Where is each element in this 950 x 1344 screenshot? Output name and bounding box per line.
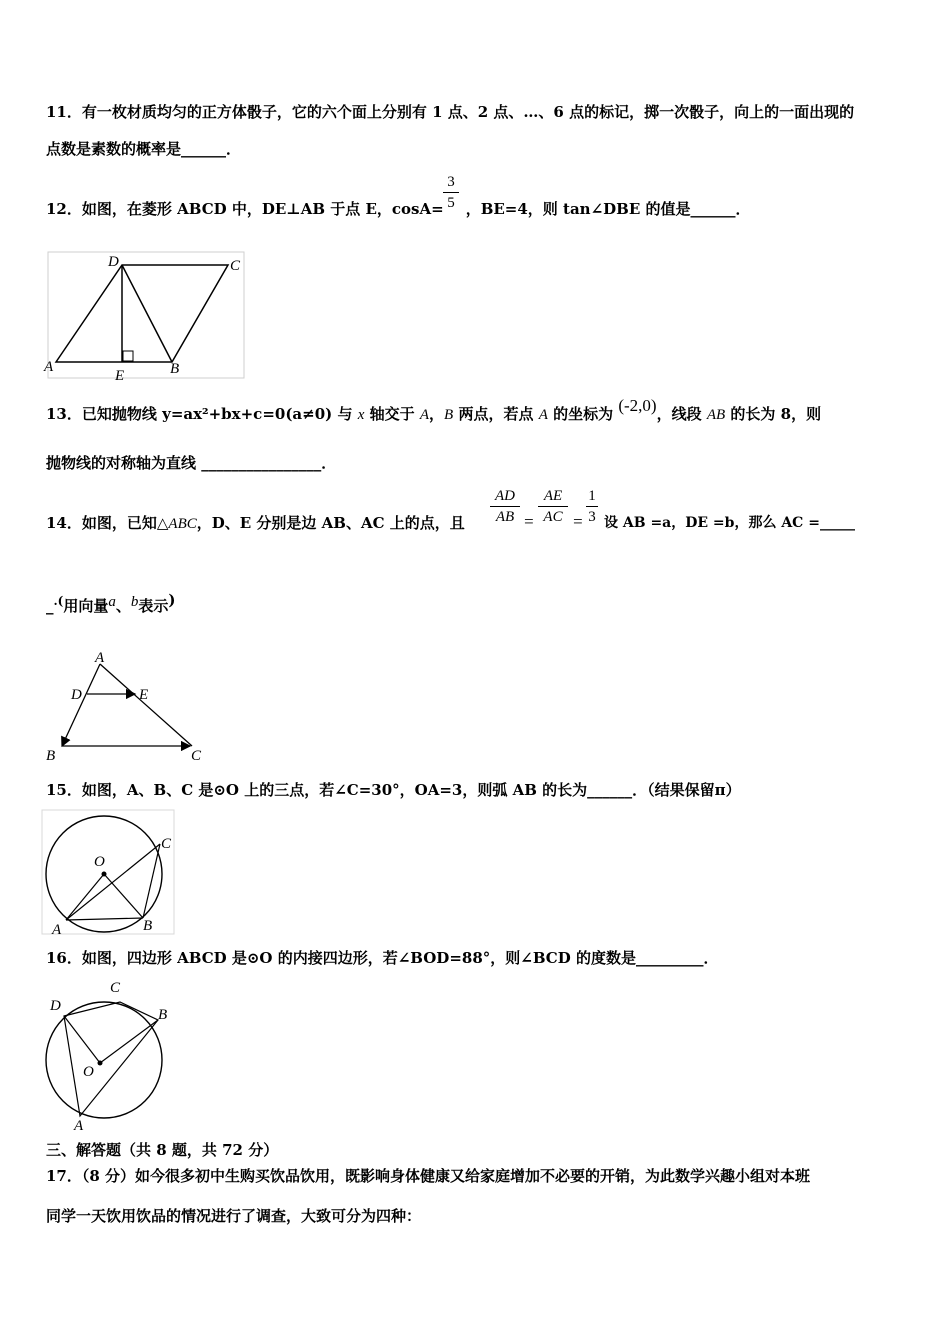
q14-f2-bar: [538, 506, 568, 507]
q12-figure-frame: [48, 252, 244, 378]
q13-mid2: 两点，若点: [458, 405, 534, 423]
q15-chord-ac: [66, 844, 160, 920]
q15-radius-oa: [66, 874, 104, 920]
q14-f2-den: AC: [543, 509, 563, 525]
q14-f3-den: 3: [588, 509, 596, 525]
q12-right-angle-mark: [123, 351, 133, 361]
q14-triangle-figure: [40, 648, 220, 766]
q13-line2-text: 抛物线的对称轴为直线: [46, 454, 197, 472]
q13-x: x: [357, 407, 365, 423]
q14-triangle: △ABC: [156, 516, 197, 532]
q16-quadrilateral-abcd: [64, 1002, 158, 1116]
q12-label-b: B: [170, 361, 180, 377]
q15-figure-frame: [42, 810, 174, 934]
q14-label-b: B: [46, 748, 56, 764]
q15-label-a: A: [52, 922, 62, 938]
q12-label-e: E: [115, 368, 125, 384]
q11-line2-suffix: ．: [226, 140, 242, 158]
q12-suffix: ，BE=4，则 tan∠DBE 的值是: [465, 200, 691, 218]
q13-coord: (-2,0): [618, 396, 657, 415]
q13-mid1: 轴交于: [369, 405, 415, 423]
q15-radius-ob: [104, 874, 143, 918]
q14-fraction-ad-ab: [490, 487, 520, 526]
q14-sep: 、: [115, 597, 131, 615]
q15-line: [46, 780, 741, 800]
q11-line2-prefix: 点数是素数的概率是: [46, 140, 182, 158]
q12-prefix: 12．如图，在菱形 ABCD 中，DE⊥AB 于点 E，cosA=: [46, 200, 444, 218]
q14-label-a: A: [95, 650, 105, 666]
q14-label-c: C: [191, 748, 202, 764]
q13-segment-ab: AB: [706, 407, 726, 423]
q14-vector-b: b: [130, 594, 139, 610]
q14-side-ac: [100, 664, 192, 746]
q12-answer-blank: ______: [690, 200, 736, 218]
q12-frac-num: 3: [447, 174, 455, 190]
q14-line2-text1: 用向量: [63, 597, 109, 615]
q14-label-d: D: [71, 687, 82, 703]
q17-line2: 同学一天饮用饮品的情况进行了调查，大致可分为四种：: [46, 1207, 422, 1225]
q13-point-a2: A: [538, 407, 548, 423]
q13-prefix: 13．已知抛物线 y=ax²+bx+c=0(a≠0) 与: [46, 405, 353, 423]
q12-end: ．: [735, 200, 751, 218]
q14-fraction-one-third: [586, 487, 598, 526]
q14-side-ab: [62, 664, 100, 746]
q17-line1: 17．（8 分）如今很多初中生购买饮品饮用，既影响身体健康又给家庭增加不必要的开销，为此数学兴趣小组对本班: [46, 1167, 811, 1185]
q14-f1-num: AD: [495, 488, 515, 504]
q14-vector-a: a: [108, 594, 116, 610]
q14-line2-close: ): [168, 591, 176, 609]
q14-line2-blank: _: [46, 597, 54, 615]
q14-f1-den: AB: [495, 509, 515, 525]
q16-answer-blank: _________: [635, 949, 704, 967]
q11-answer-blank: ______: [181, 140, 227, 158]
q14-label-e: E: [139, 687, 149, 703]
q15-text: 15．如图，A、B、C 是⊙O 上的三点，若∠C=30°，OA=3，则弧 AB 的长为: [46, 781, 588, 799]
q14-equals-1: =: [523, 512, 535, 531]
q12-cos-fraction: [443, 173, 459, 212]
q14-f2-num: AE: [543, 488, 563, 504]
q14-fraction-ae-ac: [538, 487, 568, 526]
q14-f1-bar: [490, 506, 520, 507]
section3-title: 三、解答题（共 8 题，共 72 分）: [46, 1141, 279, 1159]
q16-circle-figure: [40, 976, 180, 1132]
q14-line1: [46, 513, 465, 534]
q13-answer-blank: ________________: [201, 454, 322, 472]
q14-mid1: ，D、E 分别是边 AB、AC 上的点，且: [196, 514, 465, 532]
q16-text: 16．如图，四边形 ABCD 是⊙O 的内接四边形，若∠BOD=88°，则∠BCD 的度数是: [46, 949, 636, 967]
q16-label-d: D: [50, 998, 61, 1014]
q14-line2-text2: 表示: [138, 597, 169, 615]
q16-label-a: A: [74, 1118, 84, 1132]
q15-answer-blank: ______: [587, 781, 633, 799]
q12-db-diagonal: [122, 265, 172, 362]
q14-set-vectors: 设 AB =a，DE =b，那么 AC =: [604, 515, 820, 531]
q14-prefix: 14．如图，已知: [46, 514, 157, 532]
q13-line1: [46, 396, 822, 425]
q12-frac-bar: [443, 192, 459, 193]
q13-mid5: 的长为 8，则: [730, 405, 822, 423]
q14-line1-tail: [604, 513, 855, 533]
q13-line2: [46, 453, 336, 473]
q12-label-d: D: [108, 254, 119, 270]
q15-end: ．（结果保留π）: [632, 781, 741, 799]
q14-f3-num: 1: [588, 488, 596, 504]
q12-label-c: C: [230, 258, 241, 274]
q13-mid4: ，线段: [656, 405, 702, 423]
q14-f3-bar: [586, 506, 598, 507]
q13-end: ．: [321, 454, 337, 472]
q14-line2: [46, 591, 176, 617]
q15-circle-figure: [40, 808, 180, 938]
q12-label-a: A: [44, 359, 54, 375]
q15-label-c: C: [161, 836, 172, 852]
q16-label-c: C: [110, 980, 121, 996]
q15-label-b: B: [143, 918, 153, 934]
q15-label-o: O: [94, 854, 105, 870]
q12-frac-den: 5: [447, 195, 455, 211]
q12-line: [46, 199, 751, 219]
q16-end: ．: [703, 949, 719, 967]
q11-line1: 11．有一枚材质均匀的正方体骰子，它的六个面上分别有 1 点、2 点、…、6 点的标记，掷一次骰子，向上的一面出现的: [46, 103, 855, 121]
q15-chord-ab: [66, 918, 143, 920]
q14-equals-2: =: [572, 512, 584, 531]
q13-mid3: 的坐标为: [553, 405, 614, 423]
q16-label-o: O: [83, 1064, 94, 1080]
q14-line2-open: .(: [53, 594, 64, 608]
q13-comma: ，: [429, 405, 445, 423]
q11-line2: [46, 139, 241, 159]
q16-line: [46, 948, 718, 968]
q16-label-b: B: [158, 1007, 168, 1023]
q13-point-b: B: [444, 407, 454, 423]
q13-point-a: A: [419, 407, 430, 423]
q12-rhombus-outline: [56, 265, 228, 362]
q16-radius-od: [64, 1016, 100, 1063]
q12-rhombus-figure: [40, 250, 250, 385]
q14-answer-blank: _____: [819, 515, 855, 531]
